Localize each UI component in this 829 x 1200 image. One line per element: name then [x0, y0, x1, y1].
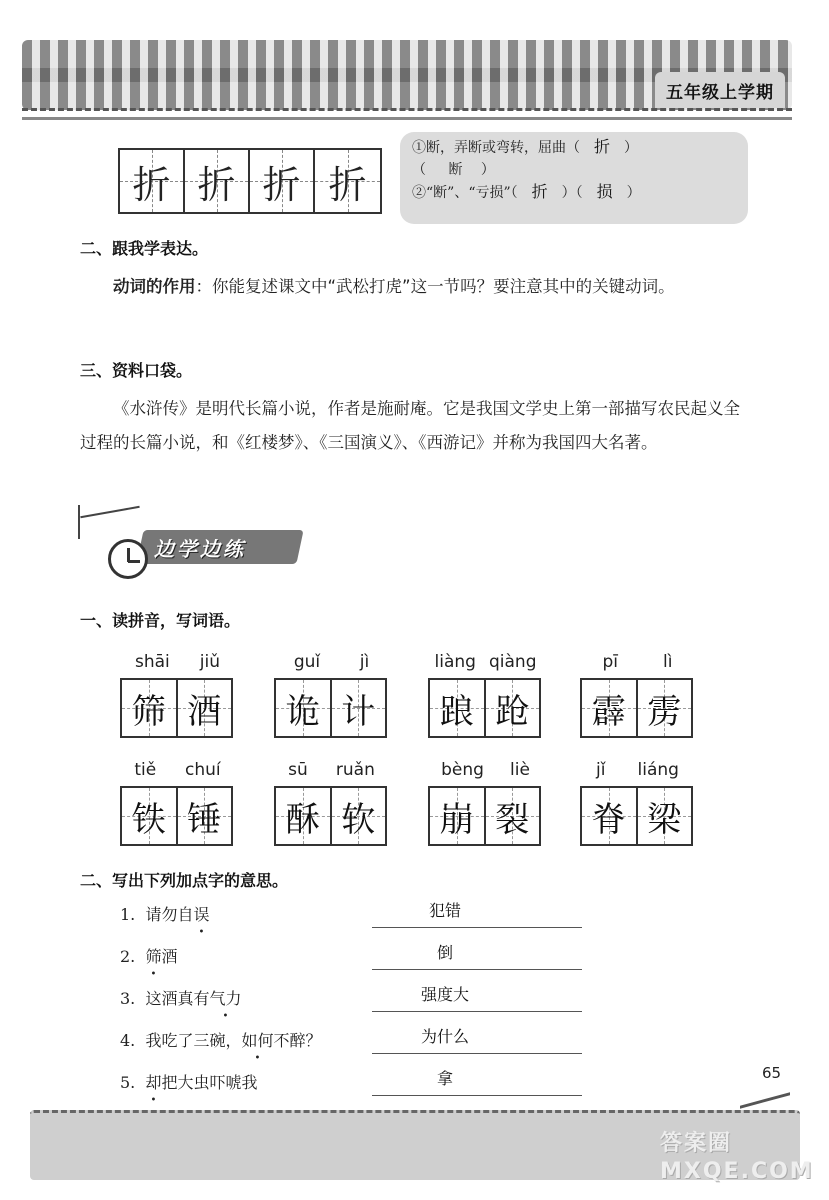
meaning-answer: 损 [596, 182, 613, 201]
word-item [120, 760, 235, 846]
meaning-line-1: ①断，弄断或弯转，屈曲（ 折 ） [412, 137, 639, 156]
word-box: 诡 计 [274, 678, 387, 738]
word-box: 霹 雳 [580, 678, 693, 738]
banner-text: 边学边练 [154, 537, 246, 561]
pinyin: jǐ liáng [596, 760, 679, 780]
word-box: 筛 酒 [120, 678, 233, 738]
answer-line [372, 1053, 582, 1054]
meaning-box [400, 132, 748, 224]
char-cell: 折 [185, 150, 250, 212]
section-title: 二、跟我学表达。 [80, 239, 209, 258]
clock-icon [108, 539, 148, 579]
word-item [120, 652, 235, 738]
word-box: 铁 锤 [120, 786, 233, 846]
meaning-answer: 折 [594, 137, 611, 156]
char-cell: 折 [315, 150, 380, 212]
question-row: 4. 我吃了三碗，如何不醉？ 为什么 [120, 1024, 590, 1058]
page-number: 65 [762, 1064, 782, 1082]
word-box: 踉 跄 [428, 678, 541, 738]
word-item [580, 760, 695, 846]
question-row: 1. 请勿自误 犯错 [120, 898, 590, 932]
answer-text: 倒 [436, 943, 453, 962]
pinyin: pī lì [602, 652, 673, 672]
grade-tag: 五年级上学期 [655, 72, 785, 108]
expression-paragraph: 动词的作用：你能复述课文中“武松打虎”这一节吗？要注意其中的关键动词。 [113, 277, 675, 296]
word-box: 脊 梁 [580, 786, 693, 846]
question-row: 3. 这酒真有气力 强度大 [120, 982, 590, 1016]
answer-line [372, 927, 582, 928]
pinyin: sū ruǎn [288, 760, 375, 780]
word-item [428, 760, 543, 846]
word-item [428, 652, 543, 738]
section-title: 二、写出下列加点字的意思。 [80, 871, 289, 890]
meaning-answer: 折 [531, 182, 548, 201]
info-paragraph: 《水浒传》是明代长篇小说，作者是施耐庵。它是我国文学史上第一部描写农民起义全过程的长篇小说，和《红楼梦》、《三国演义》、《西游记》并称为我国四大名著。 [80, 399, 740, 452]
question-row: 5. 却把大虫吓唬我 拿 [120, 1066, 590, 1100]
section-title: 一、读拼音，写词语。 [80, 611, 241, 630]
answer-text: 为什么 [420, 1027, 469, 1046]
practice-banner [78, 505, 308, 585]
char-cell: 折 [250, 150, 315, 212]
pinyin: tiě chuí [134, 760, 221, 780]
pinyin: bèng liè [441, 760, 530, 780]
pinyin: guǐ jì [293, 652, 370, 672]
word-box: 崩 裂 [428, 786, 541, 846]
flag-icon [78, 505, 148, 539]
word-item [580, 652, 695, 738]
answer-line [372, 1095, 582, 1096]
section-title: 三、资料口袋。 [80, 361, 193, 380]
word-item [274, 652, 389, 738]
answer-line [372, 969, 582, 970]
word-box: 酥 软 [274, 786, 387, 846]
answer-text: 犯错 [428, 901, 461, 920]
pinyin: liàng qiàng [434, 652, 537, 672]
char-practice-grid [118, 148, 382, 214]
answer-text: 拿 [436, 1069, 453, 1088]
answer-line [372, 1011, 582, 1012]
meaning-line-2: ②“断”、“亏损”（ 折 ）（ 损 ） [412, 182, 641, 201]
pinyin: shāi jiǔ [134, 652, 220, 672]
header-rule [22, 108, 792, 120]
char-cell: 折 [120, 150, 185, 212]
watermark: 答案圈 MXQE.COM [660, 1131, 814, 1184]
question-row: 2. 筛酒 倒 [120, 940, 590, 974]
meaning-line-1b: （ 断 ） [412, 162, 495, 178]
verb-label: 动词的作用 [113, 277, 196, 296]
word-item [274, 760, 389, 846]
answer-text: 强度大 [420, 985, 469, 1004]
